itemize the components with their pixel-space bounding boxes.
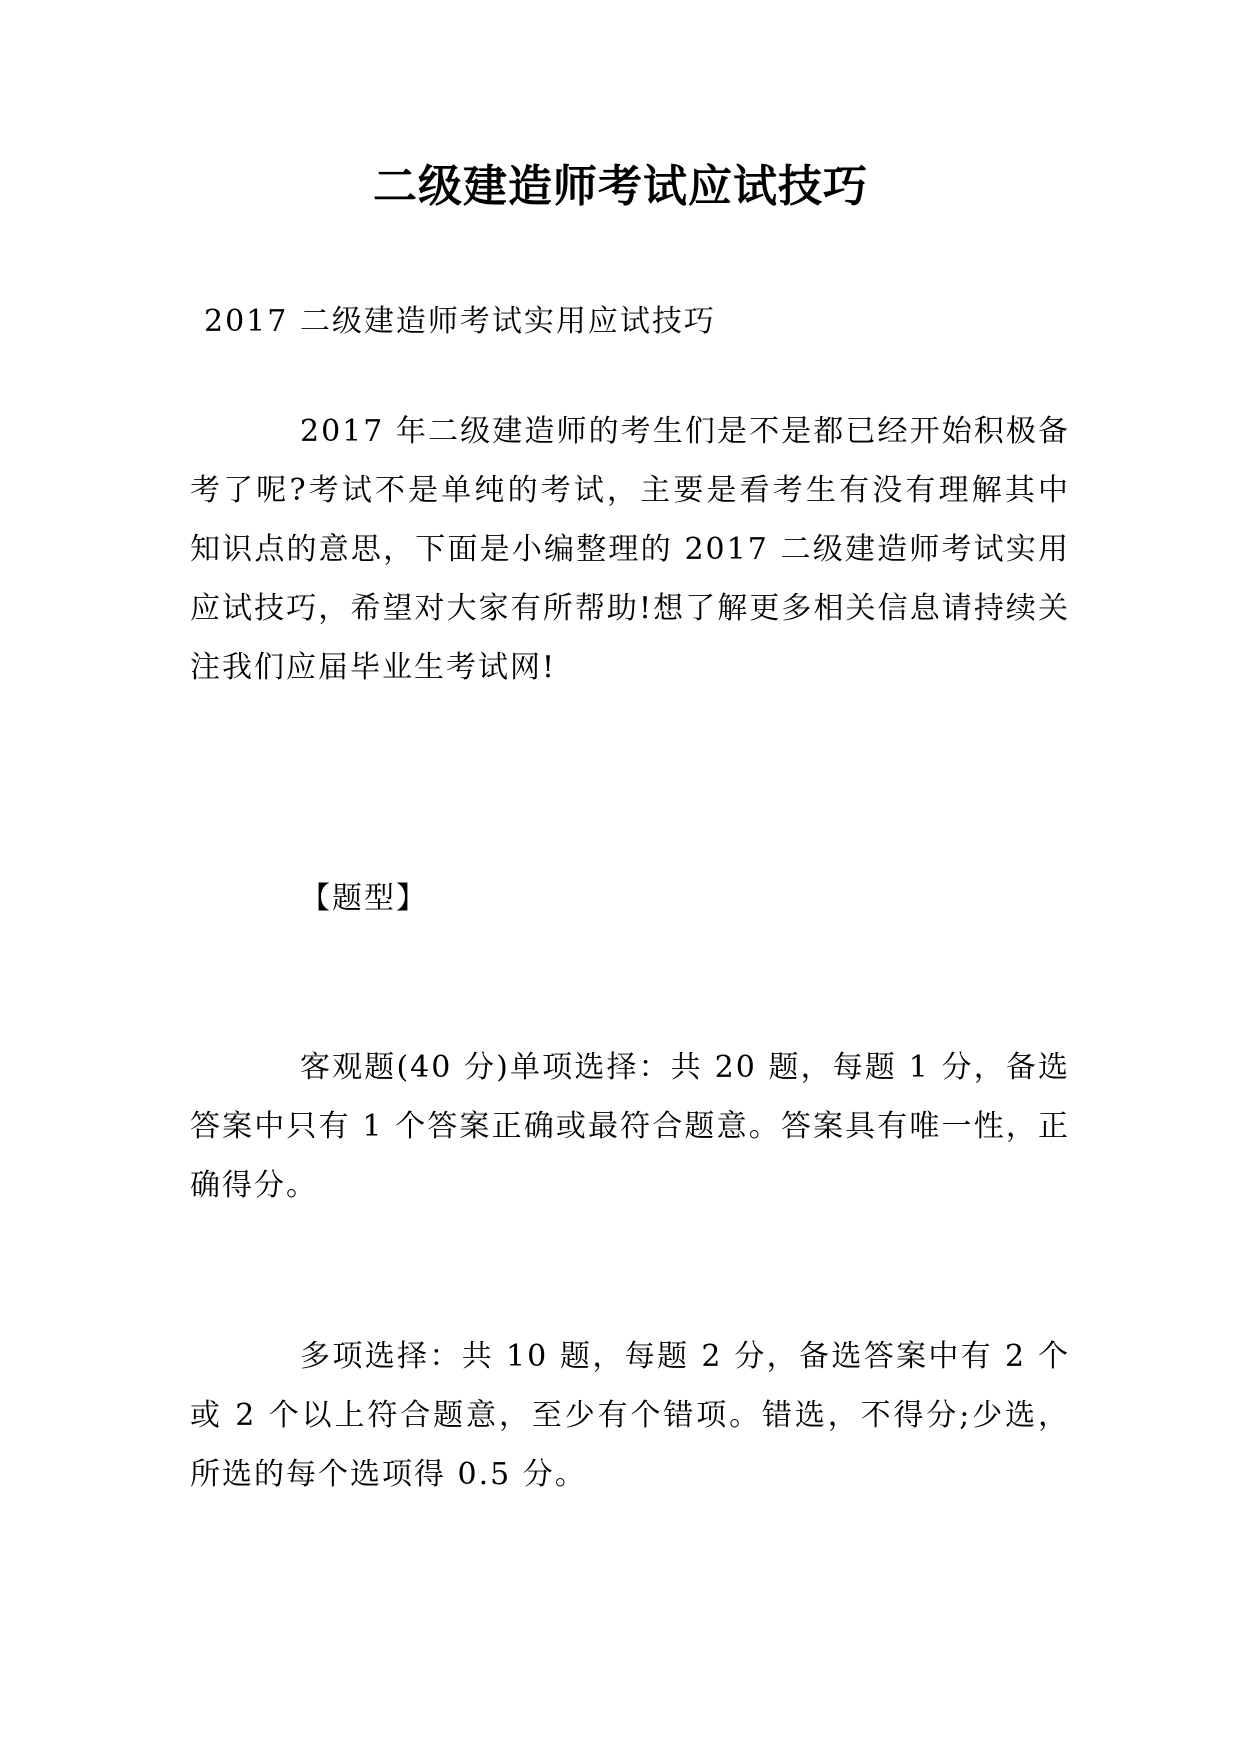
document-title: 二级建造师考试应试技巧: [373, 161, 868, 212]
document-subtitle: 2017 二级建造师考试实用应试技巧: [204, 304, 716, 339]
intro-paragraph: 2017 年二级建造师的考生们是不是都已经开始积极备考了呢?考试不是单纯的考试，主要是看考生有没有理解其中知识点的意思，下面是小编整理的 2017 二级建造师考试实用应试技巧，希望对大家有所帮助!想了解更多相关信息请持续关注我们应届毕业生考试网!: [190, 414, 1070, 685]
multiple-choice-paragraph: 多项选择：共 10 题，每题 2 分，备选答案中有 2 个或 2 个以上符合题意，至少有个错项。错选，不得分;少选，所选的每个选项得 0.5 分。: [190, 1339, 1070, 1492]
single-choice-paragraph: 客观题(40 分)单项选择：共 20 题，每题 1 分，备选答案中只有 1 个答案正确或最符合题意。答案具有唯一性，正确得分。: [190, 1050, 1070, 1203]
section-heading: 【题型】: [300, 881, 428, 916]
